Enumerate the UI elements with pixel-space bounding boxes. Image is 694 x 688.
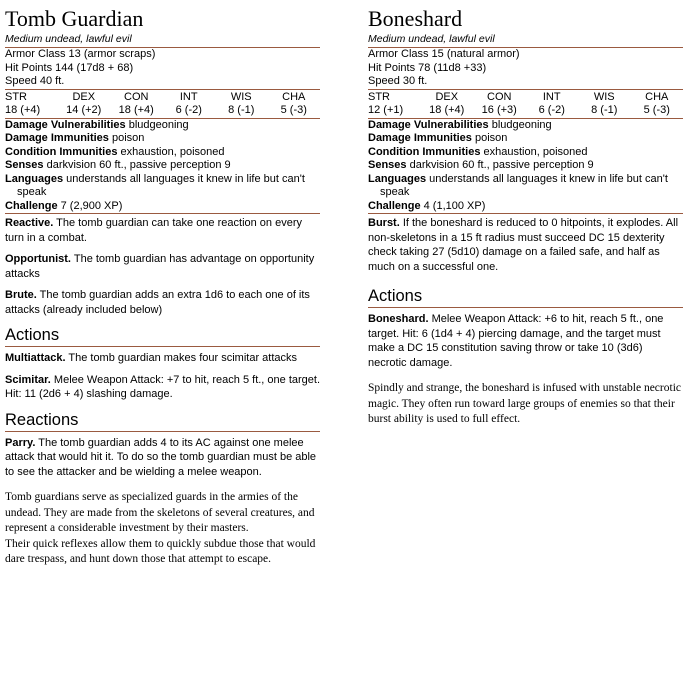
trait-burst: Burst. If the boneshard is reduced to 0 hitpoints, it explodes. All non-skeletons in a 15 ft radius must succeed DC 15 dexterity check taking 27 (5d10) damage on a failed safe, and half as much on a successful one. <box>368 217 679 273</box>
ability-label: WIS <box>230 90 252 103</box>
senses: Senses darkvision 60 ft., passive perception 9 <box>5 159 231 171</box>
ability-con <box>110 91 163 118</box>
speed: Speed 40 ft. <box>5 75 65 87</box>
damage-vulnerabilities: Damage Vulnerabilities bludgeoning <box>368 118 552 131</box>
ability-label: STR <box>5 90 27 103</box>
damage-immunities: Damage Immunities poison <box>368 132 508 144</box>
armor-class: Armor Class 15 (natural armor) <box>368 48 520 60</box>
hit-points: Hit Points 78 (11d8 +33) <box>368 61 487 74</box>
ability-wis <box>215 91 268 118</box>
reactions-heading: Reactions <box>5 410 320 432</box>
ability-label: DEX <box>435 90 459 103</box>
action-scimitar: Scimitar. Melee Weapon Attack: +7 to hit, reach 5 ft., one target. Hit: 11 (2d6 + 4) slashing damage. <box>5 373 321 400</box>
ability-label: STR <box>368 90 390 103</box>
ability-value: 8 (-1) <box>228 104 255 116</box>
flavor-paragraph: Spindly and strange, the boneshard is infused with unstable necrotic magic. They often run toward large groups of enemies so that their burst ability is used to full effect. <box>368 382 681 425</box>
ability-cha <box>631 91 684 118</box>
flavor-text <box>368 381 683 428</box>
speed: Speed 30 ft. <box>368 75 428 87</box>
divider <box>368 89 683 90</box>
ability-dex <box>421 91 474 118</box>
stat-block-tomb-guardian <box>5 6 320 568</box>
flavor-paragraph: Tomb guardians serve as specialized guards in the armies of the undead. They are made from the skeletons of several creatures, and represent a considerable investment by their masters. <box>5 491 315 534</box>
hit-points: Hit Points 144 (17d8 + 68) <box>5 61 134 74</box>
ability-value: 18 (+4) <box>429 104 465 116</box>
ability-int <box>526 91 579 118</box>
monster-name: Tomb Guardian <box>5 6 144 31</box>
ability-value: 12 (+1) <box>368 104 404 116</box>
ability-label: CON <box>124 90 149 103</box>
armor-class: Armor Class 13 (armor scraps) <box>5 48 156 60</box>
action-multiattack: Multiattack. The tomb guardian makes four scimitar attacks <box>5 352 298 364</box>
ability-label: WIS <box>593 90 615 103</box>
ability-label: CHA <box>645 90 669 103</box>
condition-immunities: Condition Immunities exhaustion, poisoned <box>5 145 225 158</box>
actions-heading: Actions <box>5 325 320 347</box>
condition-immunities: Condition Immunities exhaustion, poisoned <box>368 145 588 158</box>
ability-value: 18 (+4) <box>5 104 41 116</box>
monster-type: Medium undead, lawful evil <box>5 32 320 48</box>
action-boneshard: Boneshard. Melee Weapon Attack: +6 to hit, reach 5 ft., one target. Hit: 6 (1d4 + 4) piercing damage, and the target must make a DC 15 constitution saving throw or take 10 (3d6) necrotic damage. <box>368 313 664 369</box>
languages: Languages understands all languages it knew in life but can't speak <box>368 172 668 198</box>
actions-heading: Actions <box>368 286 683 308</box>
ability-cha <box>268 91 321 118</box>
trait-opportunist: Opportunist. The tomb guardian has advantage on opportunity attacks <box>5 253 315 280</box>
ability-value: 16 (+3) <box>481 104 517 116</box>
senses: Senses darkvision 60 ft., passive perception 9 <box>368 159 594 171</box>
ability-label: INT <box>542 90 561 103</box>
ability-wis <box>578 91 631 118</box>
ability-str <box>368 91 421 118</box>
ability-value: 18 (+4) <box>118 104 154 116</box>
ability-int <box>163 91 216 118</box>
divider <box>5 213 320 214</box>
ability-value: 6 (-2) <box>538 104 565 116</box>
damage-immunities: Damage Immunities poison <box>5 132 145 144</box>
ability-str <box>5 91 58 118</box>
ability-label: DEX <box>72 90 96 103</box>
ability-scores <box>5 91 320 118</box>
ability-dex <box>58 91 111 118</box>
stat-block-boneshard <box>368 6 683 428</box>
challenge: Challenge 4 (1,100 XP) <box>368 199 486 212</box>
ability-con <box>473 91 526 118</box>
flavor-paragraph: Their quick reflexes allow them to quickly subdue those that would dare trespass, and hunt down those that attempt to escape. <box>5 537 316 565</box>
reaction-parry: Parry. The tomb guardian adds 4 to its AC against one melee attack that would hit it. To do so the tomb guardian must be able to see the attacker and be wielding a melee weapon. <box>5 436 317 478</box>
ability-value: 14 (+2) <box>66 104 102 116</box>
ability-value: 6 (-2) <box>175 104 202 116</box>
ability-value: 5 (-3) <box>643 104 670 116</box>
monster-name: Boneshard <box>368 6 463 31</box>
ability-value: 5 (-3) <box>280 104 307 116</box>
divider <box>368 213 683 214</box>
ability-label: CON <box>487 90 512 103</box>
trait-reactive: Reactive. The tomb guardian can take one reaction on every turn in a combat. <box>5 217 302 244</box>
divider <box>5 89 320 90</box>
damage-vulnerabilities: Damage Vulnerabilities bludgeoning <box>5 118 189 131</box>
trait-brute: Brute. The tomb guardian adds an extra 1d6 to each one of its attacks (already included below) <box>5 289 310 316</box>
challenge: Challenge 7 (2,900 XP) <box>5 199 123 212</box>
flavor-text <box>5 490 320 568</box>
ability-scores <box>368 91 683 118</box>
monster-type: Medium undead, lawful evil <box>368 32 683 48</box>
ability-value: 8 (-1) <box>591 104 618 116</box>
ability-label: CHA <box>282 90 306 103</box>
ability-label: INT <box>179 90 198 103</box>
languages: Languages understands all languages it knew in life but can't speak <box>5 172 305 198</box>
